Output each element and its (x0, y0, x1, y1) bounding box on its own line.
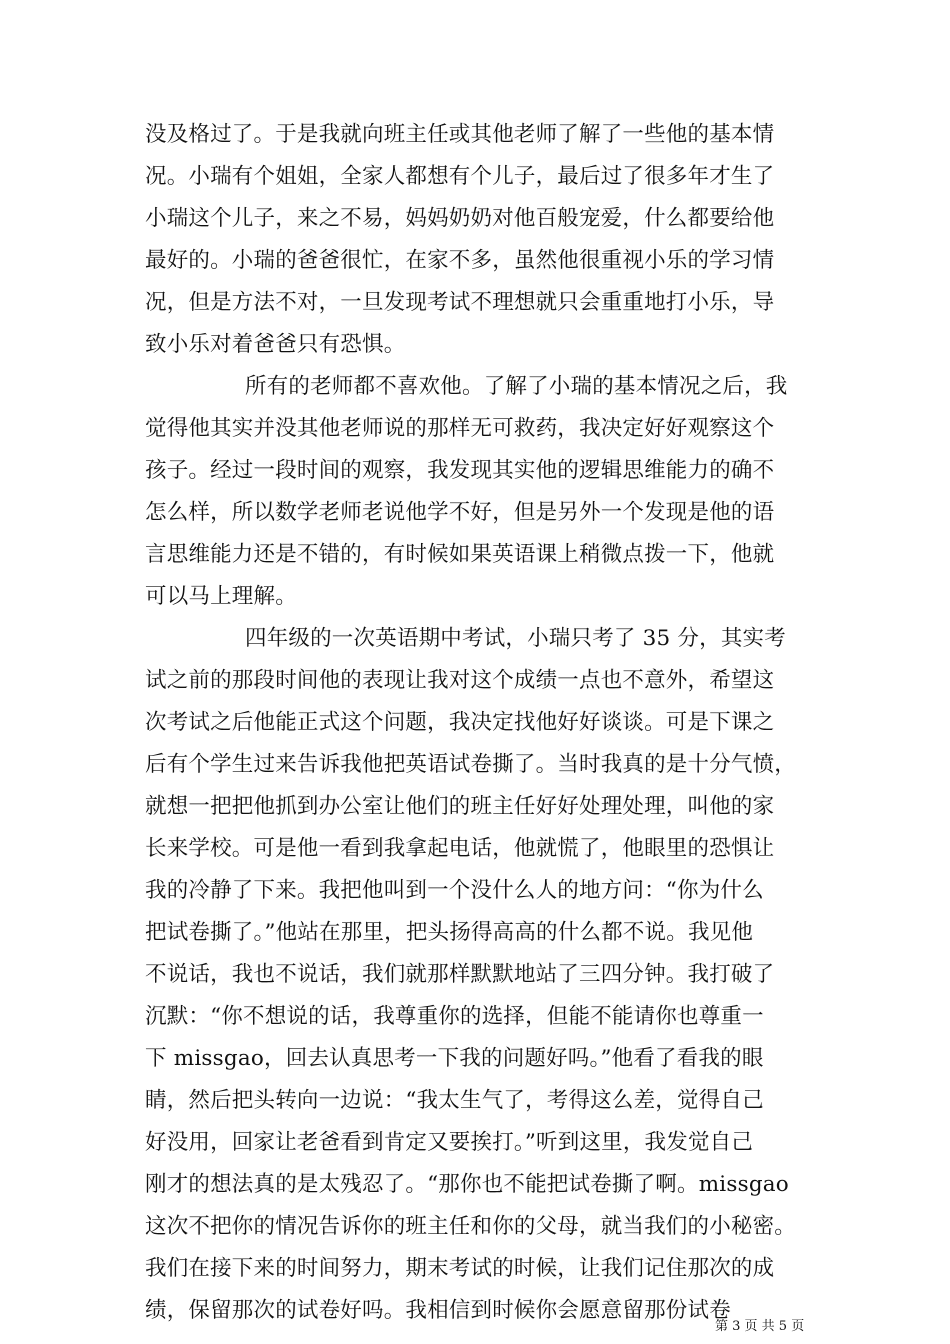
text-line: 后有个学生过来告诉我他把英语试卷撕了。当时我真的是十分气愤， (145, 752, 797, 777)
text-line: 下 missgao，回去认真思考一下我的问题好吗。”他看了看我的眼 (145, 1046, 764, 1071)
text-line: 怎么样，所以数学老师老说他学不好，但是另外一个发现是他的语 (145, 500, 775, 525)
text-line: 沉默：“你不想说的话，我尊重你的选择，但能不能请你也尊重一 (145, 1004, 764, 1029)
text-line: 觉得他其实并没其他老师说的那样无可救药，我决定好好观察这个 (145, 416, 775, 441)
text-line: 言思维能力还是不错的，有时候如果英语课上稍微点拨一下，他就 (145, 542, 775, 567)
text-line: 孩子。经过一段时间的观察，我发现其实他的逻辑思维能力的确不 (145, 458, 775, 483)
text-line-indented: 四年级的一次英语期中考试，小瑞只考了 35 分，其实考 (245, 626, 786, 651)
text-line: 最好的。小瑞的爸爸很忙，在家不多，虽然他很重视小乐的学习情 (145, 248, 775, 273)
text-line: 小瑞这个儿子，来之不易，妈妈奶奶对他百般宠爱，什么都要给他 (145, 206, 775, 231)
text-line: 把试卷撕了。”他站在那里，把头扬得高高的什么都不说。我见他 (145, 920, 754, 945)
page-number-footer: 第 3 页 共 5 页 (715, 1319, 805, 1334)
text-line: 不说话，我也不说话，我们就那样默默地站了三四分钟。我打破了 (145, 962, 775, 987)
text-line: 刚才的想法真的是太残忍了。“那你也不能把试卷撕了啊。missgao (145, 1172, 789, 1197)
text-line: 况。小瑞有个姐姐，全家人都想有个儿子，最后过了很多年才生了 (145, 164, 775, 189)
text-line: 长来学校。可是他一看到我拿起电话，他就慌了，他眼里的恐惧让 (145, 836, 775, 861)
text-line: 我的冷静了下来。我把他叫到一个没什么人的地方问：“你为什么 (145, 878, 764, 903)
text-line: 绩，保留那次的试卷好吗。我相信到时候你会愿意留那份试卷 (145, 1298, 731, 1323)
text-line: 次考试之后他能正式这个问题，我决定找他好好谈谈。可是下课之 (145, 710, 775, 735)
text-line: 这次不把你的情况告诉你的班主任和你的父母，就当我们的小秘密。 (145, 1214, 797, 1239)
text-line: 睛，然后把头转向一边说：“我太生气了，考得这么差，觉得自己 (145, 1088, 764, 1113)
text-line: 可以马上理解。 (145, 584, 297, 609)
text-line: 我们在接下来的时间努力，期末考试的时候，让我们记住那次的成 (145, 1256, 775, 1281)
text-line: 好没用，回家让老爸看到肯定又要挨打。”听到这里，我发觉自己 (145, 1130, 754, 1155)
text-line: 况，但是方法不对，一旦发现考试不理想就只会重重地打小乐，导 (145, 290, 775, 315)
text-line: 试之前的那段时间他的表现让我对这个成绩一点也不意外，希望这 (145, 668, 775, 693)
text-line: 没及格过了。于是我就向班主任或其他老师了解了一些他的基本情 (145, 122, 775, 147)
text-line-indented: 所有的老师都不喜欢他。了解了小瑞的基本情况之后，我 (245, 374, 788, 399)
text-line: 就想一把把他抓到办公室让他们的班主任好好处理处理，叫他的家 (145, 794, 775, 819)
text-line: 致小乐对着爸爸只有恐惧。 (145, 332, 406, 357)
